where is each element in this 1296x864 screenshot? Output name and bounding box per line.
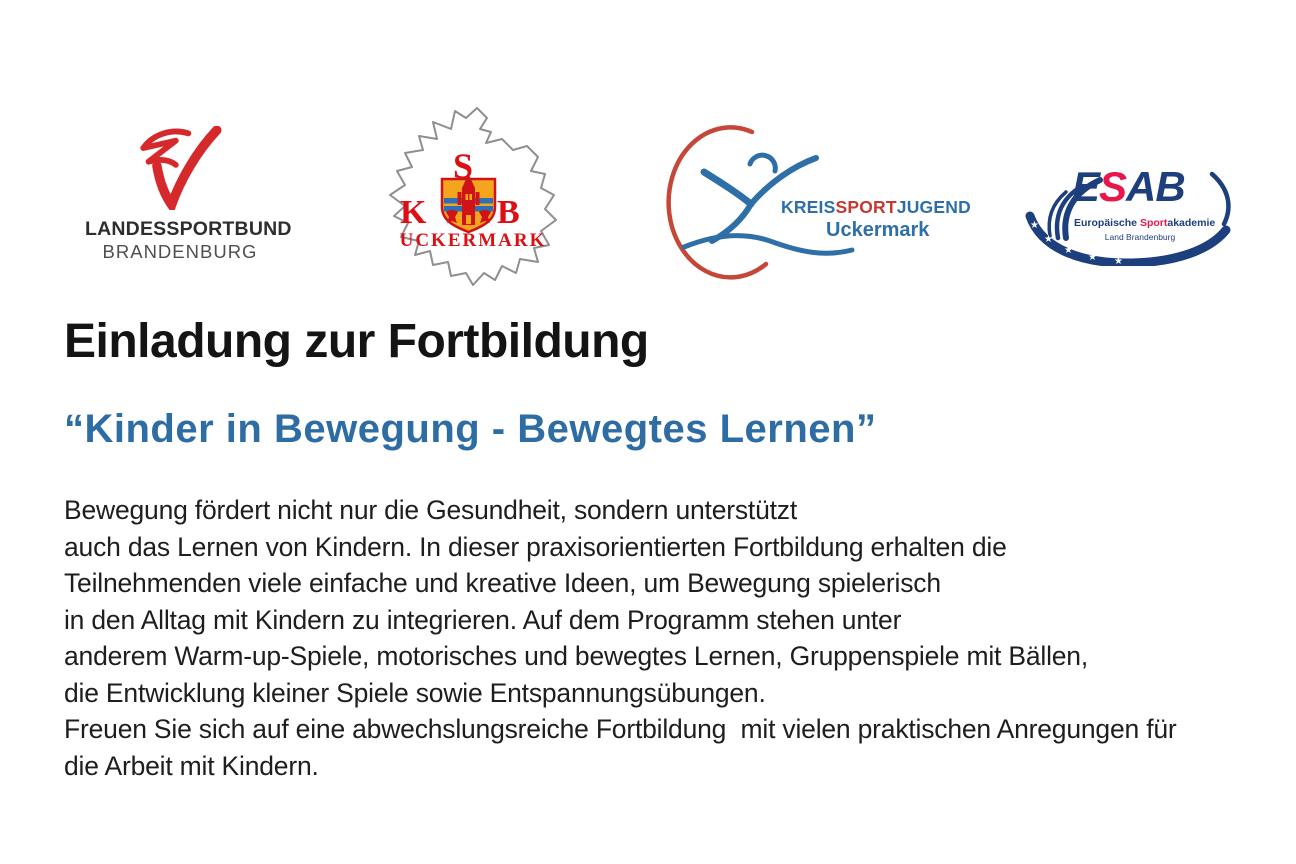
ksj-word-jugend: JUGEND [896,197,971,217]
paragraph-line: die Arbeit mit Kindern. [64,750,319,781]
lsb-checkmark-icon [127,126,233,210]
esab-tagline-post: akademie [1167,217,1216,229]
esab-tagline-sport: Sport [1139,217,1168,229]
logo-esab [1014,162,1236,266]
paragraph-line: Bewegung fördert nicht nur die Gesundheit, sondern unterstützt [64,495,798,525]
esab-logo-region: Land Brandenburg [1104,232,1176,242]
svg-text:★: ★ [1088,252,1097,263]
esab-tagline-pre: Europäische [1074,217,1140,229]
esab-logo-wordmark [1072,164,1185,210]
lsb-logo-line2: BRANDENBURG [102,241,258,262]
description-paragraph [64,492,1274,784]
ksj-word-kreis: KREIS [781,197,836,217]
esab-letter-e: E [1072,163,1100,210]
lsb-logo-line1: LANDESSPORTBUND [85,218,292,240]
paragraph-line: in den Alltag mit Kindern zu integrieren. Auf dem Programm stehen unter [64,604,902,635]
paragraph-line: die Entwicklung kleiner Spiele sowie Entspannungsübungen. [64,677,766,708]
page-title: Einladung zur Fortbildung [64,315,649,368]
ksj-logo-title [781,197,971,218]
esab-letter-s: S [1099,163,1127,210]
paragraph-line: Teilnehmenden viele einfache und kreative Ideen, um Bewegung spielerisch [64,568,941,598]
logo-ksb-uckermark [383,104,563,292]
svg-text:★: ★ [1044,234,1053,245]
ksj-logo-subtitle: Uckermark [826,219,930,241]
paragraph-line: Freuen Sie sich auf eine abwechslungsreiche Fortbildung mit vielen praktischen Anregungen für [64,714,1177,744]
ksb-letter-s: S [453,146,474,186]
logo-kreissportjugend-uckermark [658,120,976,282]
paragraph-line: auch das Lernen von Kindern. In dieser praxisorientierten Fortbildung erhalten die [64,531,1007,562]
esab-logo-tagline [1074,217,1215,229]
paragraph-line: anderem Warm-up-Spiele, motorisches und bewegtes Lernen, Gruppenspiele mit Bällen, [64,641,1089,671]
svg-text:★: ★ [1114,256,1123,266]
ksb-letter-k: K [400,194,427,231]
esab-letters-ab: AB [1126,163,1185,210]
logo-landessportbund-brandenburg [85,126,292,268]
ksj-word-sport: SPORT [835,197,897,217]
course-title: “Kinder in Bewegung - Bewegtes Lernen” [64,407,877,451]
svg-text:★: ★ [1030,220,1039,231]
ksb-logo-caption: UCKERMARK [399,230,547,251]
svg-text:★: ★ [1064,245,1073,256]
ksb-letter-b: B [497,194,520,231]
